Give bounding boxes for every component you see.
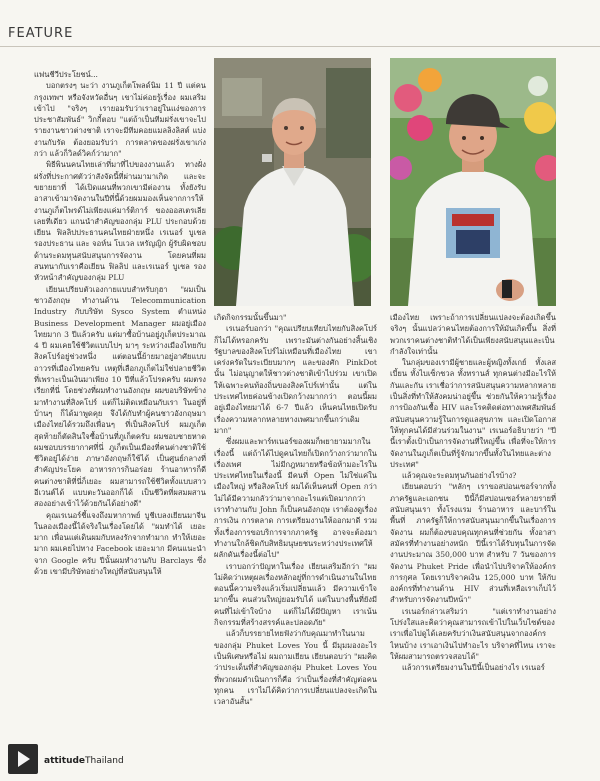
- article-paragraph: เกิดกิจกรรมนั้นขึ้นมา": [214, 313, 287, 322]
- article-paragraph: ในกลุ่มของเรามีผู้ชายและผู้หญิงทั้งเกย์ ทั้งเลสเบี้ยน ทั้งไบเซ็กชวล ทั้งทรานส์ ทุกคนต่างมีอะไรให้กันและกัน เราเชื่อว่าการสนับสนุนความหลากหลายเป็นสิ่งที่ทำให้สังคมน่าอยู่ขึ้น ช่วยกันให้ความรู้เรื่องการป้องกันเชื้อ HIV และโรคติดต่อทางเพศสัมพันธ์ สนับสนุนความรู้ในการดูแลสุขภาพ และเปิดโอกาสให้ทุกคนได้มีส่วนร่วมในงาน" เรเนอร์อธิบายว่า "ปีนี้เราตั้งเป้าเป็นการจัดงานที่ใหญ่ขึ้น เพื่อที่จะให้การจัดงานในภูเก็ตเป็นที่รู้จักมากขึ้นทั้งในไทยและต่างประเทศ": [390, 358, 556, 469]
- article-paragraph: เรเนอร์กล่าวเสริมว่า "แต่เราทำงานอย่างโปร่งใสและคิดว่าคุณสามารถเข้าไปในเว็บไซต์ของเราเพื่อไปดูได้เลยครับว่าเงินสนับสนุนจากองค์กรไหนบ้าง เราเอาเงินไปทำอะไร บริจาคที่ไหน เราจะให้ผมสามารถตรวจสอบได้": [390, 606, 556, 661]
- article-paragraph: แฟนชีวีประโยชน์...: [34, 70, 98, 79]
- photo-right-image: [390, 58, 556, 306]
- article-column-3: [390, 312, 556, 735]
- article-paragraph: เยียนตอบว่า "หลักๆ เราขอสปอนเซอร์จากทั้งภาครัฐและเอกชน ปีนี้ก็มีสปอนเซอร์หลายรายที่สนับสนุนเรา ทั้งโรงแรม ร้านอาหาร และบาร์ในพื้นที่ ภาครัฐก็ให้การสนับสนุนมากขึ้นในเรื่องการจัดงาน ผมก็ต้องขอบคุณทุกคนที่ช่วยกัน ทั้งอาสาสมัครที่ทำงานอย่างหนัก ปีนี้เราได้รับทุนในการจัดงานประมาณ 350,000 บาท สำหรับ 7 วันของการจัดงาน Phuket Pride เพื่อนำไปบริจาคให้องค์กรการกุศล โดยเราบริจาคเงิน 125,000 บาท ให้กับองค์กรที่ทำงานด้าน HIV ส่วนที่เหลือเราเก็บไว้สำหรับการจัดงานปีหน้า": [390, 482, 556, 605]
- article-paragraph: แล้วก็บรรยายไทยฟังว่ากับคุณมาทำในนามของกลุ่ม Phuket Loves You นี้ มีมุมมองอะไรเป็นพิเศษหรือไม่ ผมถามเยียน เยียนตอบว่า "ผมคิดว่าประเด็นที่สำคัญของกลุ่ม Phuket Loves You ที่พวกผมดำเนินการก็คือ ว่าเป็นเรื่องที่สำคัญต่อคนทุกคน เราไม่ได้คิดว่าการเปลี่ยนแปลงจะเกิดในเวลาอันสั้น": [214, 629, 377, 707]
- article-paragraph: ซึ่งผมและพาร์ทเนอร์ของผมก็พยายามมากในเรื่องนี้ แต่ถ้าได้ไปดูคนไทยก็เปิดกว้างกว่ามากในเรื่องเพศ ไม่มีกฎหมายหรือข้อห้ามอะไรในประเทศไทยในเรื่องนี้ มีคนที่ Open ไม่ใช่แค่ในเมืองใหญ่ หรือสิงคโปร์ ผมได้เห็นคนที่ Open กว่า ไม่ได้มีความกลัวว่ามาจากอะไรแต่เปิดมากกว่า เราทำงานกับ John ก็เป็นคนอังกฤษ เราต้องดูเรื่องการเงิน การตลาด การเตรียมงานให้ออกมาดี รวมทั้งเรื่องการขอบริการจากภาครัฐ อาจจะต้องมาทำงานใกล้ชิดกับสิทธิมนุษยชนระหว่างประเทศให้ผลักดันเรื่องนี้ต่อไป": [214, 437, 377, 560]
- page-header: [0, 0, 600, 47]
- article-paragraph: คุณเรเนอร์ชี้แจงถึงมหากาพย์ บูชีเบลงเยียนมาจีนในลองเมืองนี้ได้จริงในเรื่องโดยได้ "ผมทำได้ เยอะมาก เพื่อนแต่เดินผมกับหลงรักจากทำมาก ทำให้เยอะมาก ผมเคยไปทาง Facebook เยอะมาก มีคนแนะนำจาก Google ครับ ปีนั้นผมทำงานกับ Barclays ซึ่งด้วย เขามีบริษัทอย่างใหญ่ที่สนับสนุนให้: [34, 510, 206, 577]
- article-paragraph: พิธีพินนคนไทยเล่าที่มาที่ไปของงานแล้ว ทางฝั่งฝรั่งที่ประกาศตัวว่าสังจัดนี้ที่ผ่านมามาเกิด และจะขยายยาที่ ได้เปิดแผนที่พวกเขามีต่องาน ทั้งยังรับอาสาเข้ามาจัดงานในปีที่นี้ด้วยผมมองเห็นจากการให้งานภูเก็ตไพรด์ไม่เพียงแค่มาร์ติการ์ ของออสเตรเลีย เลยที่เดียว แกนนำสำคัญของกลุ่ม PLU ประกอบด้วย เยียน ฟิลลิปประธานคนไทยฝ่ายหนึ่ง เรเนอร์ บูเชล รองประธาน และ จอห์น โบเวล เหรัญญิก ผู้รับผิดชอบด้านระดมทุนสนับสนุนการจัดงาน โดยคนที่ผมสนทนากับเราคือเยียน ฟิลลิป และเรเนอร์ บูเชล รองหัวหน้าสำคัญของกลุ่ม PLU: [34, 160, 206, 283]
- photo-left: [214, 58, 371, 306]
- brand-name: attitude: [44, 756, 86, 766]
- article-paragraph: เยียนเปรียบตัวเองกายแบบสำหรับกุฮา "ผมเป็นชาวอังกฤษ ทำงานด้าน Telecommunication Industry กับบริษัท Sysco System ตำแหน่ง Business Development Manager ผมอยู่เมืองไทยมาก 3 ปีแล้วครับ แต่มาซื้อบ้านอยู่ภูเก็ตประมาณ 4 ปี ผมเคยใช้ชีวิตแบบไปๆ มาๆ ระหว่างเมืองไทยกับสิงคโปร์อยู่ช่วงหนึ่ง แต่ตอนนี้ย้ายมาอยู่อาศัยแบบถาวรที่เมืองไทยครับ เหตุที่เลือกภูเก็ตไม่ใช่ปลายชีวิตที่เพราะเป็นเงินมาเพียง 10 ปีที่แล้วโปรดครับ ผมตรงเรียกที่นี่ โดยช่วงที่ผมทำงานอังกฤษ ผมขอบริษัทข้างมาทำงานที่สิงคโปร์ แต่ก็ไม่ติดเหมือนกับเรา ในอยู่ที่บ้านๆ ก็ได้มาพูดคุย จึงได้กับทำผู้คนชาวอังกฤษมาเมืองไทยได้รวมถึงเพื่อนๆ ที่เป็นสิงคโปร์ ผมภูเก็ต สุดท้ายก็ตัดสินใจซื้อบ้านที่ภูเก็ตครับ ผมชอบชายหาด ผมชอบบรรยากาศที่นี่ ภูเก็ตเป็นเมืองที่คนต่างชาติใช้ชีวิตอยู่ได้ง่าย ภาษาอังกฤษก็ใช้ได้ เป็นศูนย์กลางที่สำคัญประโยค อาหารการกินอร่อย ร้านอาหารก็ดี คนต่างชาติที่นี่ก็เยอะ ผมสามารถใช้ชีวิตทั้งแบบสาวอีเวนต์ได้ แบบตะวันออกก็ได้ เป็นชีวิตที่ผสมผสานสองอย่างเข้าไว้ด้วยกันได้อย่างดี": [34, 284, 206, 509]
- photo-right: [390, 58, 556, 306]
- article-paragraph: แล้วการเตรียมงานในปีนี้เป็นอย่างไร เรเนอร์: [402, 663, 545, 673]
- section-label: FEATURE: [8, 26, 74, 41]
- brand-country: Thailand: [85, 756, 124, 766]
- article-column-1: [34, 69, 206, 735]
- article-paragraph: เรเนอร์บอกว่า "คุณเปรียบเทียบไทยกับสิงคโปร์ก็ไม่ได้หรอกครับ เพราะมันต่างกันอย่างสิ้นเชิง รัฐบาลของสิงคโปร์ไม่เหมือนที่เมืองไทย เขาเคร่งครัดในระเบียบมากๆ และของศัก PinkDot นั้น ไม่อนุญาตให้ชาวต่างชาติเข้าไปร่วม เขาเปิดให้เฉพาะคนท้องถิ่นของสิงคโปร์เท่านั้น แต่ในประเทศไทยค่อนข้างเปิดกว้างมากกว่า ตอนนี้ผมอยู่เมืองไทยมาได้ 6-7 ปีแล้ว เห็นคนไทยเปิดรับเรื่องความหลากหลายทางเพศมากขึ้นกว่าเดิมมาก": [214, 324, 377, 435]
- article-paragraph: เมืองไทย เพราะถ้าการเปลี่ยนแปลงจะต้องเกิดขึ้นจริงๆ นั้นแปลว่าคนไทยต้องการให้มันเกิดขึ้น สิ่งที่พวกเราคนต่างชาติทำได้เป็นเพียงสนับสนุนและเป็นกำลังใจเท่านั้น: [390, 313, 556, 356]
- article-paragraph: เราบอกว่าปัญหาในเรื่อง เยียนเสริมอีกว่า "ผมไม่คิดว่าเหตุผลเรื่องหลักอยู่ที่การดำเนินงานในไทย ตอนนี้ความจริงแล้วเริ่มเปลี่ยนแล้ว มีความเข้าใจมากขึ้น คนส่วนใหญ่ยอมรับได้ แต่ในบางพื้นที่ยังมีคนที่ไม่เข้าใจบ้าง แต่ก็ไม่ได้มีปัญหา เราเน้นกิจกรรมที่สร้างสรรค์และปลอดภัย": [214, 561, 377, 628]
- article-question: แล้วคุณจะระดมทุนกันอย่างไรบ้าง?: [402, 471, 517, 481]
- article-column-2: [214, 312, 377, 735]
- article-paragraph: บอกตรงๆ นะว่า งานภูเก็ตโพลด์นิม 11 ปี แต่คนกรุงเทพฯ หรือจังหวัดอื่นๆ เขาไม่ค่อยรู้เรื่อง ผมเสริมเข้าไป "จริงๆ เรายอมรับว่าเราอยู่ในแง่ของการประชาสัมพันธ์" วิกกี้ตอบ "แต่ถ้าเป็นทีมฝรั่งเขาจะไปรายงานชาวต่างชาติ เราจะมีทีมคอยแมลลิงลิสต์ แบ่งงานกับรัด ต้องยอมรับว่า การตลาดของฝรั่งเขาเก่งกว่า แล้วก็วิลด์วิคก์ว่ามาก": [34, 81, 206, 159]
- play-icon[interactable]: [8, 744, 38, 774]
- photo-left-image: [214, 58, 371, 306]
- magazine-brand: [44, 756, 124, 766]
